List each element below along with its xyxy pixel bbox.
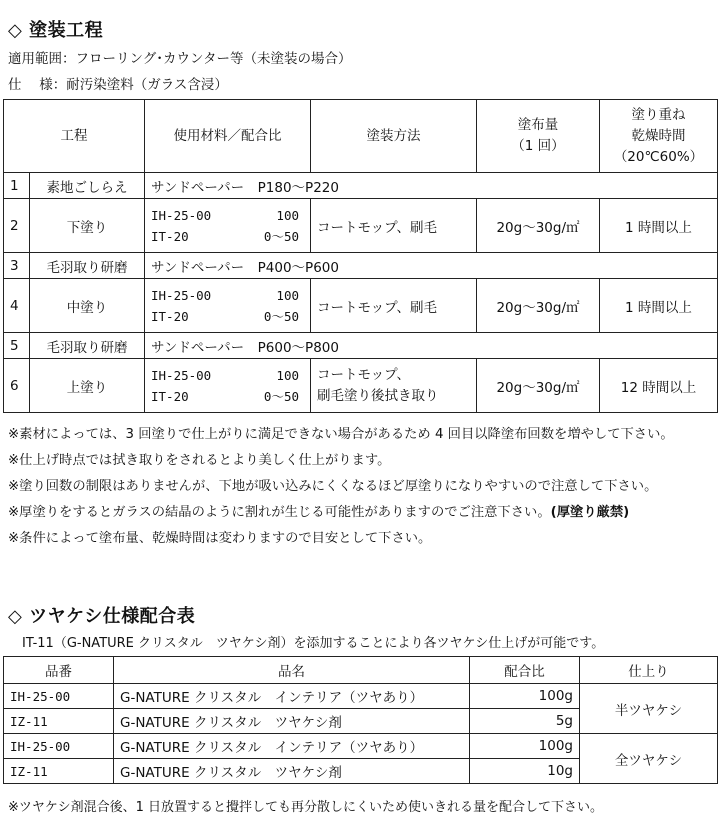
row-number: 5 — [4, 333, 30, 359]
header-code: 品番 — [4, 657, 114, 684]
process-name: 素地ごしらえ — [30, 173, 145, 199]
note-5: ※条件によって塗布量、乾燥時間は変わりますので目安として下さい。 — [8, 531, 432, 546]
header-process: 工程 — [4, 100, 145, 173]
finish-type: 半ツヤケシ — [580, 684, 718, 734]
note-1: ※素材によっては、3 回塗りで仕上がりに満足できない場合があるため 4 回目以降塗布回数を増やして下さい。 — [8, 427, 674, 442]
amount: 20g～30g/㎡ — [477, 279, 600, 333]
applicable-range: 適用範囲：フローリング･カウンター等（未塗装の場合） — [8, 51, 352, 67]
row-number: 3 — [4, 253, 30, 279]
header-dry-time: 塗り重ね 乾燥時間 （20℃60%） — [600, 100, 718, 173]
method: コートモップ、 刷毛塗り後拭き取り — [311, 359, 477, 413]
table-row — [4, 734, 718, 759]
row-number: 1 — [4, 173, 30, 199]
material-text: サンドペーパー P180～P220 — [145, 173, 718, 199]
method: コートモップ、刷毛 — [311, 199, 477, 253]
row-number: 4 — [4, 279, 30, 333]
header-material: 使用材料／配合比 — [145, 100, 311, 173]
mix-ratio: 5g — [470, 709, 580, 734]
material-ratio: IH-25-00 100 IT-20 0～50 — [145, 359, 311, 413]
section-title-matte-spec: ◇ ツヤケシ仕様配合表 — [8, 606, 196, 627]
note-4-emphasis: (厚塗り厳禁) — [550, 505, 630, 520]
product-name: G-NATURE クリスタル ツヤケシ剤 — [114, 759, 470, 784]
process-name: 毛羽取り研磨 — [30, 333, 145, 359]
mix-ratio: 100g — [470, 734, 580, 759]
product-name: G-NATURE クリスタル ツヤケシ剤 — [114, 709, 470, 734]
mix-ratio: 10g — [470, 759, 580, 784]
table-row — [4, 333, 718, 359]
header-method: 塗装方法 — [311, 100, 477, 173]
mix-ratio: 100g — [470, 684, 580, 709]
process-name: 下塗り — [30, 199, 145, 253]
header-finish: 仕上り — [580, 657, 718, 684]
product-code: IH-25-00 — [4, 684, 114, 709]
note-2: ※仕上げ時点では拭き取りをされるとより美しく仕上がります。 — [8, 453, 391, 468]
finish-type: 全ツヤケシ — [580, 734, 718, 784]
coating-process-table — [3, 99, 718, 413]
table-row — [4, 279, 718, 333]
product-code: IH-25-00 — [4, 734, 114, 759]
matte-formula-table — [3, 656, 718, 784]
table-row — [4, 684, 718, 709]
row-number: 2 — [4, 199, 30, 253]
dry-time: 1 時間以上 — [600, 279, 718, 333]
material-text: サンドペーパー P400～P600 — [145, 253, 718, 279]
header-ratio: 配合比 — [470, 657, 580, 684]
row-number: 6 — [4, 359, 30, 413]
product-name: G-NATURE クリスタル インテリア（ツヤあり） — [114, 734, 470, 759]
matte-intro: IT-11（G-NATURE クリスタル ツヤケシ剤）を添加することにより各ツヤケシ仕上げが可能です。 — [22, 636, 605, 651]
amount: 20g～30g/㎡ — [477, 359, 600, 413]
table-row — [4, 173, 718, 199]
table-row — [4, 199, 718, 253]
material-ratio: IH-25-00 100 IT-20 0～50 — [145, 279, 311, 333]
section-title-coating-process: ◇ 塗装工程 — [8, 20, 104, 41]
table-header-row — [4, 657, 718, 684]
product-code: IZ-11 — [4, 759, 114, 784]
material-text: サンドペーパー P600～P800 — [145, 333, 718, 359]
table-row — [4, 253, 718, 279]
note-4: ※厚塗りをするとガラスの結晶のように割れが生じる可能性がありますのでご注意下さい。(厚塗り厳禁) — [8, 505, 630, 520]
header-name: 品名 — [114, 657, 470, 684]
process-name: 上塗り — [30, 359, 145, 413]
note-3: ※塗り回数の制限はありませんが、下地が吸い込みにくくなるほど厚塗りになりやすいので注意して下さい。 — [8, 479, 658, 494]
process-name: 中塗り — [30, 279, 145, 333]
header-amount: 塗布量 （1 回） — [477, 100, 600, 173]
process-name: 毛羽取り研磨 — [30, 253, 145, 279]
product-code: IZ-11 — [4, 709, 114, 734]
material-ratio: IH-25-00 100 IT-20 0～50 — [145, 199, 311, 253]
table-header-row — [4, 100, 718, 173]
amount: 20g～30g/㎡ — [477, 199, 600, 253]
table-row — [4, 359, 718, 413]
dry-time: 12 時間以上 — [600, 359, 718, 413]
dry-time: 1 時間以上 — [600, 199, 718, 253]
footer-note: ※ツヤケシ剤混合後、1 日放置すると攪拌しても再分散しにくいため使いきれる量を配合して下さい。 — [8, 800, 604, 815]
method: コートモップ、刷毛 — [311, 279, 477, 333]
product-name: G-NATURE クリスタル インテリア（ツヤあり） — [114, 684, 470, 709]
specification: 仕 様：耐汚染塗料（ガラス含浸） — [8, 77, 228, 93]
